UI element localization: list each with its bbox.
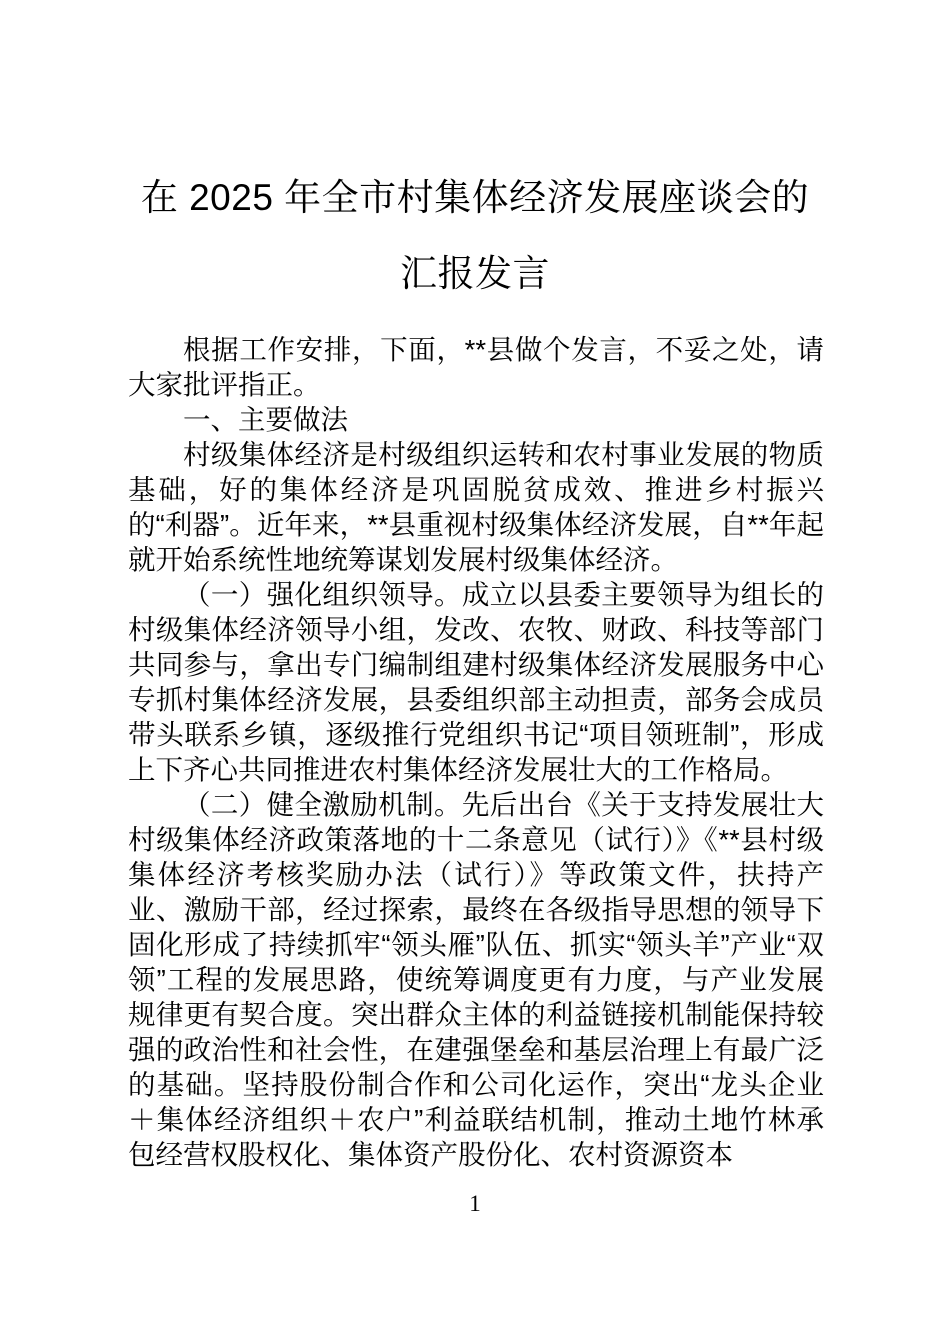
heading-section-one: 一、主要做法	[183, 404, 348, 435]
paragraph-intro: 根据工作安排，下面，**县做个发言，不妥之处，请大家批评指正。	[128, 334, 824, 400]
paragraph-overview: 村级集体经济是村级组织运转和农村事业发展的物质基础，好的集体经济是巩固脱贫成效、推进乡村振兴的“利器”。近年来，**县重视村级集体经济发展，自**年起就开始系统性地统筹谋划发展村级集体经济。	[128, 439, 824, 575]
paragraph-item-one: （一）强化组织领导。成立以县委主要领导为组长的村级集体经济领导小组，发改、农牧、财政、科技等部门共同参与，拿出专门编制组建村级集体经济发展服务中心专抓村集体经济发展，县委组织部主动担责，部务会成员带头联系乡镇，逐级推行党组织书记“项目领班制”，形成上下齐心共同推进农村集体经济发展壮大的工作格局。	[128, 579, 824, 785]
page-number: 1	[469, 1191, 481, 1216]
paragraph-item-two: （二）健全激励机制。先后出台《关于支持发展壮大村级集体经济政策落地的十二条意见（试行）》《**县村级集体经济考核奖励办法（试行）》等政策文件，扶持产业、激励干部，经过探索，最终在各级指导思想的领导下固化形成了持续抓牢“领头雁”队伍、抓实“领头羊”产业“双领”工程的发展思路，使统筹调度更有力度，与产业发展规律更有契合度。突出群众主体的利益链接机制能保持较强的政治性和社会性，在建强堡垒和基层治理上有最广泛的基础。坚持股份制合作和公司化运作，突出“龙头企业＋集体经济组织＋农户”利益联结机制，推动土地竹林承包经营权股权化、集体资产股份化、农村资源资本	[128, 789, 824, 1170]
document-title: 在 2025 年全市村集体经济发展座谈会的汇报发言	[140, 177, 810, 294]
document-body	[128, 332, 824, 1172]
